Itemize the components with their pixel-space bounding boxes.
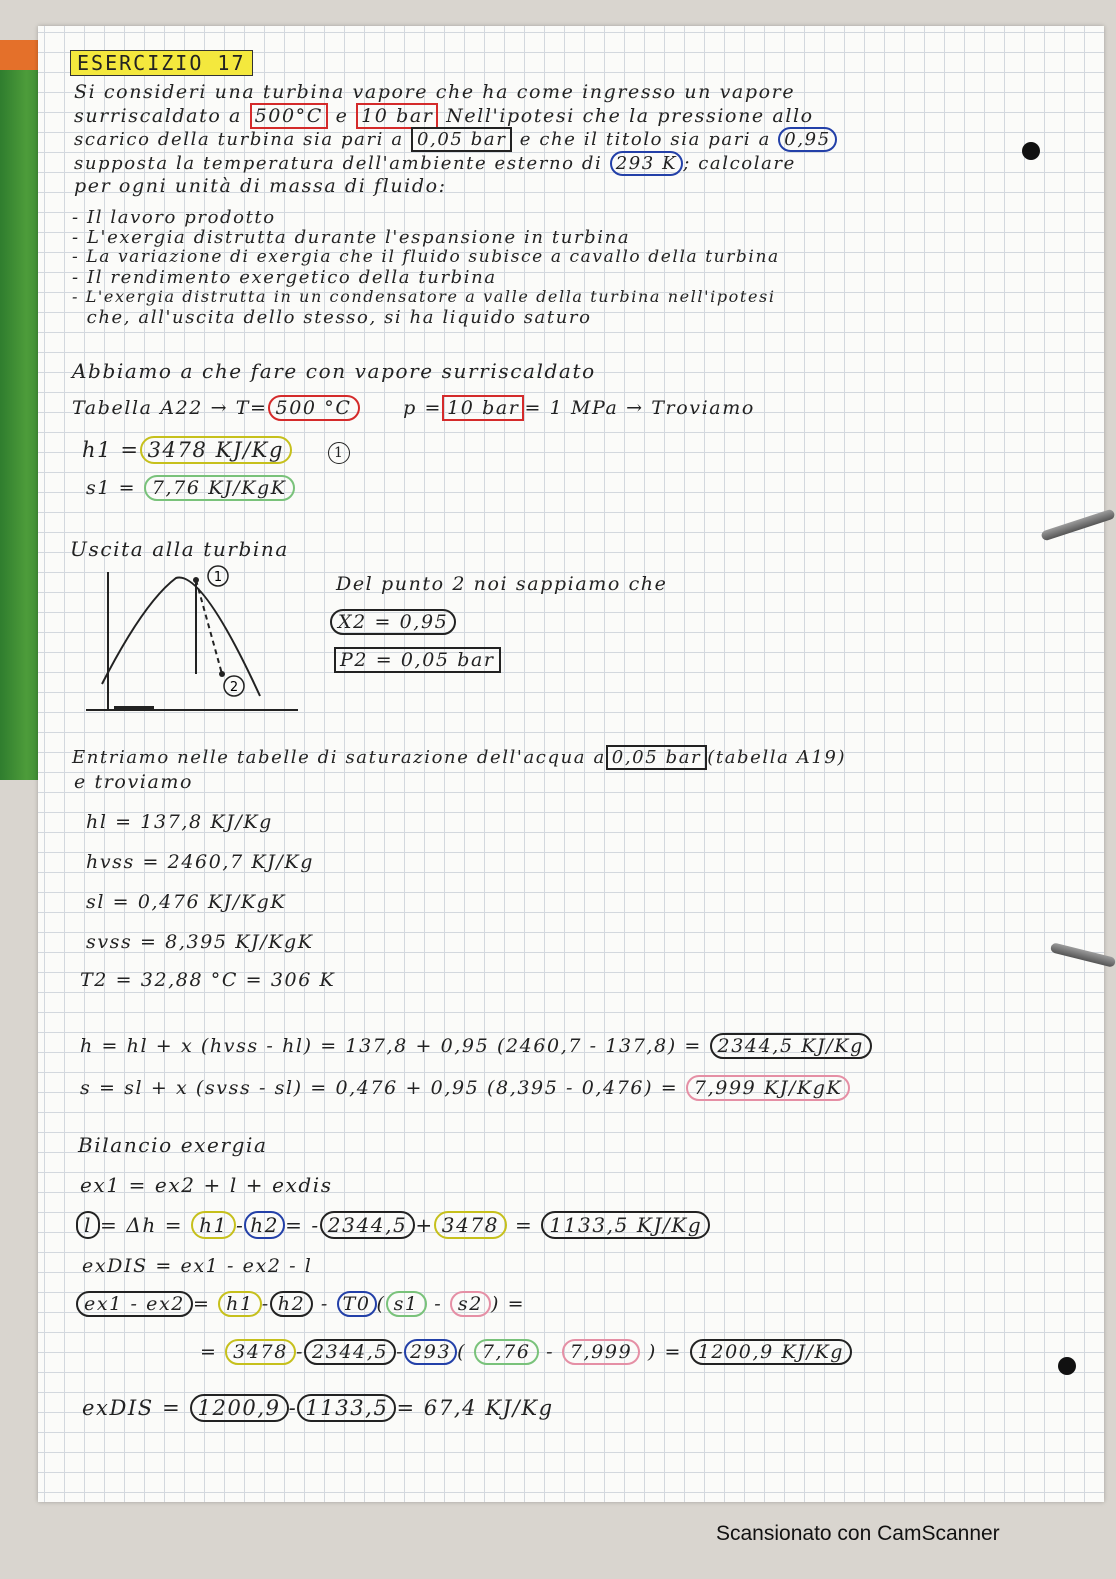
task-item: - Il rendimento exergetico della turbina [72,267,497,288]
s1-value: 7,76 KJ/KgK [144,475,295,501]
h2-result: 2344,5 KJ/Kg [710,1033,872,1059]
exergy-change-values: = 3478 - 2344,5 - 293 ( 7,76 - 7,999 ) = 1200,9 KJ/Kg [200,1342,852,1364]
task-item: - L'exergia distrutta in un condensatore a valle della turbina nell'ipotesi [72,287,776,306]
task-item: - Il lavoro prodotto [72,207,276,228]
binder-hole [1022,142,1040,160]
ambient-temperature: 293 K [610,151,684,176]
saturation-line: Entriamo nelle tabelle di saturazione dell'acqua a 0,05 bar (tabella A19) [72,747,847,768]
exercise-title: ESERCIZIO 17 [70,50,253,76]
scanner-watermark: Scansionato con CamScanner [716,1522,1000,1545]
sl-value: sl = 0,476 KJ/KgK [86,891,287,913]
exergy-change: ex1 - ex2 = h1 - h2 - T0 ( s1 - s2 ) = [76,1294,525,1316]
enthalpy-calc: h = hl + x (hvss - hl) = 137,8 + 0,95 (2460,7 - 137,8) = 2344,5 KJ/Kg [80,1036,872,1058]
steam-quality: 0,95 [778,127,836,152]
diagram-point-1: 1 [213,570,223,585]
saturation-line: e troviamo [74,771,194,793]
inlet-pressure: 10 bar [356,103,438,129]
binder-hole [1058,1357,1076,1375]
svss-value: svss = 8,395 KJ/KgK [86,931,314,953]
intro-line: supposta la temperatura dell'ambiente esterno di 293 K ; calcolare [74,153,796,174]
ts-diagram [84,562,304,722]
t2-value: T2 = 32,88 °C = 306 K [80,969,336,991]
task-item: - L'exergia distrutta durante l'espansione in turbina [72,227,631,248]
outlet-pressure: 0,05 bar [411,127,512,152]
exergy-change-result: 1200,9 KJ/Kg [690,1339,852,1365]
exdis-result: = 67,4 KJ/Kg [396,1396,554,1420]
diagram-point-2: 2 [229,680,239,695]
intro-line: per ogni unità di massa di fluido: [74,175,447,197]
work-calc: l = Δh = h1 - h2 = - 2344,5 + 3478 = 1133,5 KJ/Kg [76,1214,710,1237]
table-lookup: Tabella A22 → T= 500 °C p = 10 bar = 1 MPa → Troviamo [72,397,755,419]
intro-line: Si consideri una turbina vapore che ha come ingresso un vapore [74,81,796,103]
h1-value: 3478 KJ/Kg [140,436,292,464]
section-heading: Abbiamo a che fare con vapore surriscaldato [72,359,596,383]
s1-line: s1 = 7,76 KJ/KgK [86,478,295,500]
x2-value: X2 = 0,95 [330,612,456,634]
inlet-temperature: 500°C [250,103,328,129]
hvss-value: hvss = 2460,7 KJ/Kg [86,851,314,873]
section-heading: Uscita alla turbina [70,537,289,561]
intro-line: surriscaldato a 500°C e 10 bar Nell'ipotesi che la pressione allo [74,105,814,127]
exdis-result-line: exDIS = 1200,9 - 1133,5 = 67,4 KJ/Kg [82,1396,554,1420]
section-heading: Bilancio exergia [78,1133,268,1157]
hl-value: hl = 137,8 KJ/Kg [86,811,273,833]
point-1-marker: 1 [328,442,350,464]
point2-note: Del punto 2 noi sappiamo che [336,573,668,595]
exergy-balance: ex1 = ex2 + l + exdis [80,1173,333,1197]
exdis-formula: exDIS = ex1 - ex2 - l [82,1255,313,1277]
entropy-calc: s = sl + x (svss - sl) = 0,476 + 0,95 (8,395 - 0,476) = 7,999 KJ/KgK [80,1078,850,1100]
task-item: - La variazione di exergia che il fluido subisce a cavallo della turbina [72,247,780,267]
intro-line: scarico della turbina sia pari a 0,05 bar e che il titolo sia pari a 0,95 [74,130,837,151]
s2-result: 7,999 KJ/KgK [686,1075,850,1101]
task-item: che, all'uscita dello stesso, si ha liquido saturo [72,307,592,328]
work-result: 1133,5 KJ/Kg [541,1211,710,1239]
sat-pressure: 0,05 bar [606,745,707,770]
h1-line: h1 = 3478 KJ/Kg 1 [82,438,350,464]
p2-value: P2 = 0,05 bar [334,650,501,672]
p1-value: 10 bar [442,395,524,421]
t1-value: 500 °C [268,395,360,421]
